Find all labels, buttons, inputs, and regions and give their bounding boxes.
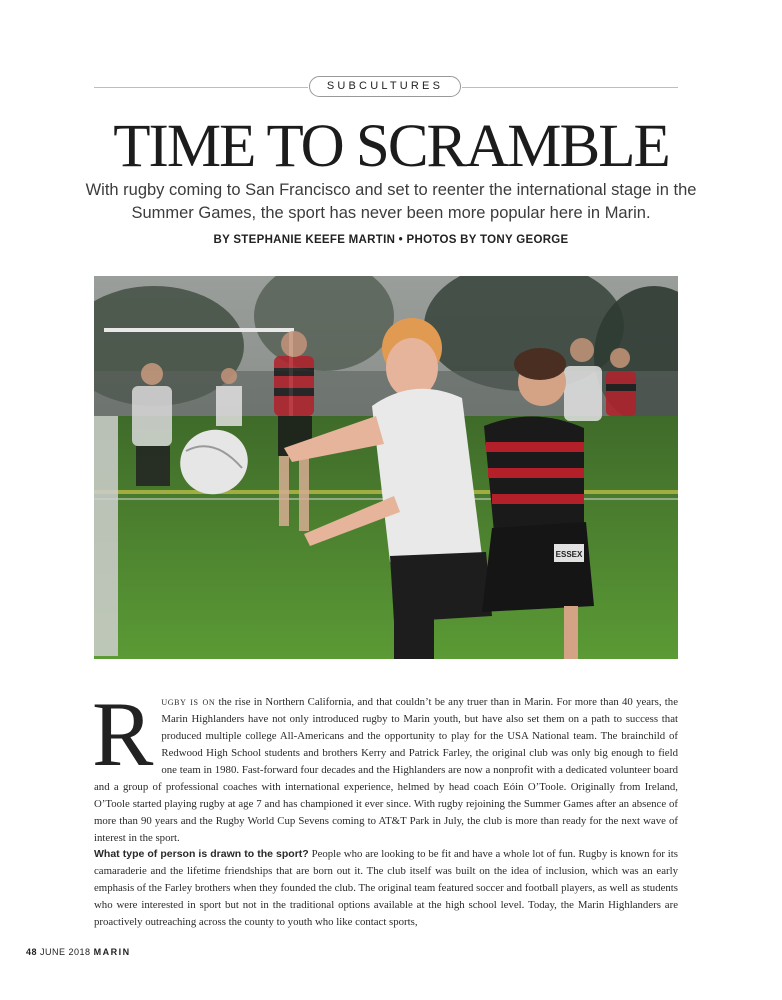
rugby-photo-illustration — [94, 276, 678, 659]
lead-in: ugby is on — [161, 696, 216, 708]
magazine-name: MARIN — [93, 947, 131, 957]
shorts-label: ESSEX — [555, 550, 583, 559]
issue-date: JUNE 2018 — [40, 947, 91, 957]
paragraph-1-text: the rise in Northern California, and that couldn’t be any truer than in Marin. For more than 40 years, the Marin Highlanders have not only introduced rugby to Marin youth, but have also set them on a path to success that produced multiple college All-Americans and the opportunity to play for the USA National team. The brainchild of Redwood High School students and brothers Kerry and Patrick Farley, the original club was only big enough to field one team in 1980. Fast-forward four decades and the Highlanders are now a nonprofit with a dedicated volunteer board and a group of professional coaches with international experience, helmed by head coach Eóin O’Toole. Originally from Ireland, O’Toole started playing rugby at age 7 and has championed it ever since. With rugby rejoining the Summer Games after an absence of more than 90 years and the Rugby World Cup Sevens coming to AT&T Park in July, the club is more than ready for the next wave of interest in the sport. — [94, 696, 679, 844]
page-number: 48 — [26, 947, 38, 957]
byline: BY STEPHANIE KEEFE MARTIN • PHOTOS BY TONY GEORGE — [213, 234, 569, 246]
dek: With rugby coming to San Francisco and set to reenter the international stage in the Summer Games, the sport has never been more popular here in Marin. — [85, 181, 697, 222]
paragraph-2-text: People who are looking to be fit and have a whole lot of fun. Rugby is known for its camaraderie and the lifetime friendships that are born out it. The club itself was built on the idea of inclusion, which was an early emphasis of the Farley brothers when they founded the club. The original team featured soccer and football players, as well as students who were interested in sport but not in the traditional options available at the high school level. Today, the Marin Highlanders are proactively outreaching across the county to youth who like contact sports, — [94, 848, 678, 928]
folio — [26, 947, 131, 957]
section-label: SUBCULTURES — [309, 76, 461, 97]
body-paragraph-2 — [94, 846, 678, 931]
question-lead: What type of person is drawn to the sport? — [94, 848, 309, 860]
hero-photo — [94, 276, 678, 659]
body-paragraph-1 — [92, 683, 679, 847]
drop-cap: R — [92, 683, 154, 785]
headline: TIME TO SCRAMBLE — [113, 113, 669, 180]
header-rule-left — [94, 87, 308, 88]
header-rule-right — [462, 87, 678, 88]
